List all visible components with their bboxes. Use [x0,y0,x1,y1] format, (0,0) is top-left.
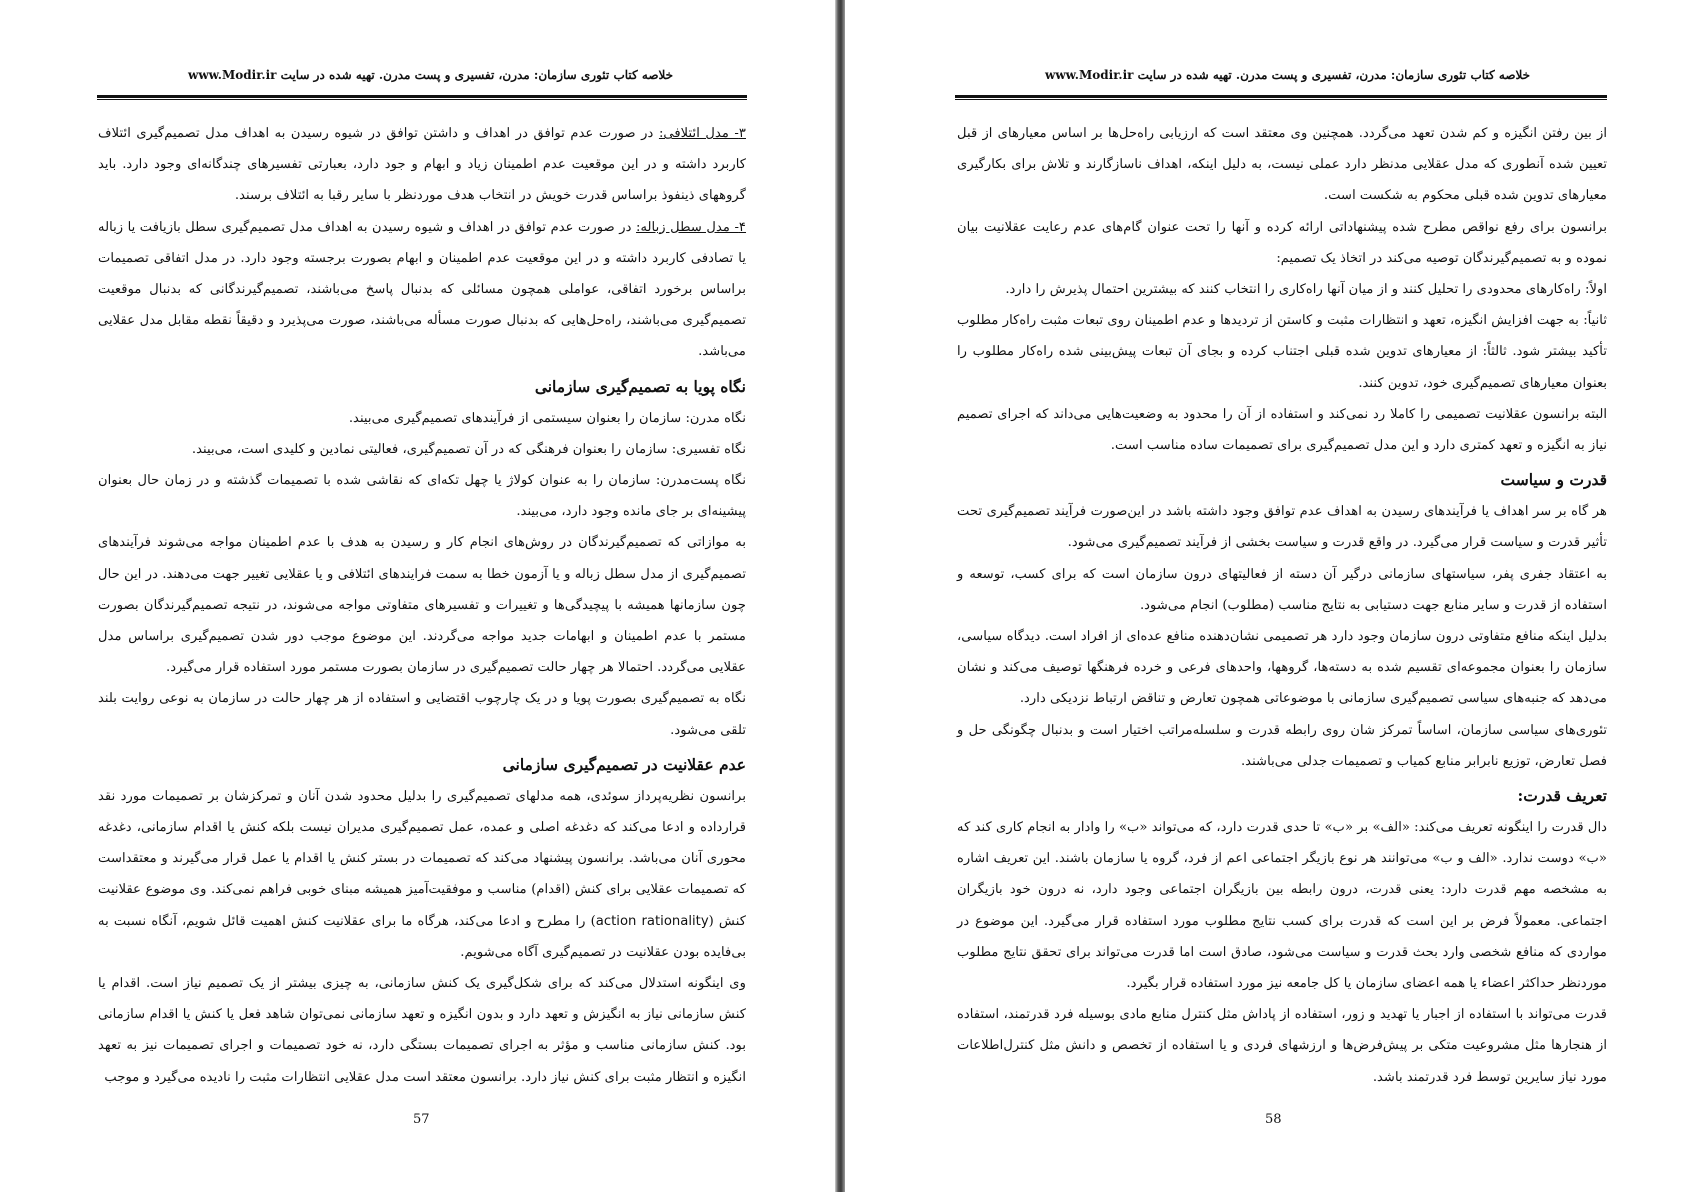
header-site-link[interactable]: www.Modir.ir [1045,68,1134,82]
page-58 [845,0,1693,1192]
paragraph: ثانیاً: به جهت افزایش انگیزه، تعهد و انتظارات مثبت و کاستن از تردیدها و عدم اطمینان روی تبعات مثبت راه‌کار مطلوب تأکید بیشتر شود. ثالثاً: از معیارهای تدوین شده قبلی اجتناب کرده و بجای آن تبعات پیش‌بینی شده راه‌کار مطلوب را بعنوان معیارهای تصمیم‌گیری خود، تدوین کنند. [957,313,1607,391]
running-header [188,68,673,82]
paragraph: ۴- مدل سطل زباله: در صورت عدم توافق در اهداف و شیوه رسیدن به اهداف مدل تصمیم‌گیری سطل بازیافت یا زباله یا تصادفی کاربرد داشته و در این موقعیت عدم اطمینان و ابهام بصورت برجسته وجود دارد. در مدل اتفاقی تصمیمات براساس برخورد اتفاقی، عواملی همچون مسائلی که بدنبال پاسخ می‌باشند، تصمیم‌گیرندگانی که بدنبال موقعیت تصمیم‌گیری می‌باشند، راه‌حل‌هایی که بدنبال صورت مسأله می‌باشند، صورت می‌پذیرد و دقیقاً نقطه مقابل مدل عقلایی می‌باشد. [98,219,747,360]
paragraph: البته برانسون عقلانیت تصمیمی را کاملا رد نمی‌کند و استفاده از آن را محدود به وضعیت‌هایی می‌داند که اجرای تصمیم نیاز به انگیزه و تعهد کمتری دارد و این مدل تصمیم‌گیری برای تصمیمات ساده مناسب است. [957,406,1607,454]
paragraph: ۳- مدل ائتلافی: در صورت عدم توافق در اهداف و داشتن توافق در شیوه رسیدن به اهداف مدل تصمیم‌گیری ائتلاف کاربرد داشته و در این موقعیت عدم اطمینان زیاد و ابهام و جود دارد، بعبارتی تفسیرهای چندگانه‌ای وجود دارد. باید گروههای ذینفوذ براساس قدرت خویش در انتخاب هدف موردنظر با سایر رقبا به ائتلاف برسند. [98,126,746,204]
running-header [1045,68,1530,82]
paragraph: قدرت می‌تواند با استفاده از اجبار یا تهدید و زور، استفاده از پاداش مثل کنترل منابع مادی بوسیله فرد قدرتمند، استفاده از هنجارها مثل مشروعیت متکی بر پیش‌فرض‌ها و ارزشهای فردی و یا استفاده از تخصص و دانش مثل کنترل‌اطلاعات مورد نیاز سایرین توسط فرد قدرتمند باشد. [957,1007,1607,1085]
header-title: خلاصه کتاب تئوری سازمان: مدرن، تفسیری و پست مدرن. تهیه شده در سایت [280,68,674,82]
book-gutter [835,0,845,1192]
term-label: ۳- مدل ائتلافی: [658,126,746,141]
paragraph: نگاه پست‌مدرن: سازمان را به عنوان کولاژ یا چهل تکه‌ای که نقاشی شده با تصمیمات گذشته و در زمان حال بعنوان پیشینه‌ای بر جای مانده وجود دارد، می‌بیند. [98,473,746,520]
paragraph: نگاه مدرن: سازمان را بعنوان سیستمی از فرآیندهای تصمیم‌گیری می‌بیند. [348,410,746,426]
section-heading: تعریف قدرت: [1517,786,1607,806]
section-heading: نگاه پویا به تصمیم‌گیری سازمانی [534,376,746,396]
header-rule [955,95,1607,100]
paragraph: برانسون برای رفع نواقص مطرح شده پیشنهاداتی ارائه کرده و آنها را تحت عنوان گام‌های عدم رعایت عقلانیت بیان نموده و به تصمیم‌گیرندگان توصیه می‌کند در اتخاذ یک تصمیم: [957,219,1607,266]
header-site-link[interactable]: www.Modir.ir [188,68,277,82]
section-heading: قدرت و سیاست [1500,470,1607,490]
header-rule [97,95,747,100]
paragraph: وی اینگونه استدلال می‌کند که برای شکل‌گیری یک کنش سازمانی، به چیزی بیشتر از یک تصمیم نیاز است. اقدام یا کنش سازمانی نیاز به انگیزش و تعهد دارد و بدون انگیزه و تعهد سازمانی نمی‌توان شاهد فعل یا کنش یا اقدام سازمانی بود. کنش سازمانی مناسب و مؤثر به اجرای تصمیمات بستگی دارد، نه خود تصمیمات و اجرای تصمیمات نیز به تعهد انگیزه و انتظار مثبت برای کنش نیاز دارد. برانسون معتقد است مدل عقلایی انتظارات مثبت را نادیده می‌گیرد و موجب [98,976,746,1085]
section-heading: عدم عقلانیت در تصمیم‌گیری سازمانی [502,754,746,774]
paragraph: نگاه به تصمیم‌گیری بصورت پویا و در یک چارچوب اقتضایی و استفاده از هر چهار حالت در سازمان به نوعی روایت بلند تلقی می‌شود. [98,691,746,738]
page-body [957,118,1607,1093]
page-number: 58 [1265,1112,1282,1127]
paragraph: نگاه تفسیری: سازمان را بعنوان فرهنگی که در آن تصمیم‌گیری، فعالیتی نمادین و کلیدی است، می‌بیند. [191,441,746,457]
paragraph: برانسون نظریه‌پرداز سوئدی، همه مدلهای تصمیم‌گیری را بدلیل محدود شدن آنان و تمرکزشان بر تصمیمات مورد نقد قرارداده و ادعا می‌کند که دغدغه اصلی و عمده، عمل تصمیم‌گیری مدیران نیست بلکه کنش یا اقدام سازمانی، دغدغه محوری آنان می‌باشد. برانسون پیشنهاد می‌کند که تصمیمات در بستر کنش یا اقدام یا عمل قرار می‌گیرند و معتقداست که تصمیمات عقلایی برای کنش (اقدام) مناسب و موفقیت‌آمیز همیشه مبنای خوبی فراهم نمی‌کند. وی موضوع عقلانیت کنش (action rationality) را مطرح و ادعا می‌کند، هرگاه ما برای عقلانیت کنش اهمیت قائل شویم، آنگاه نسبت به بی‌فایده بودن عقلانیت در تصمیم‌گیری آگاه می‌شویم. [98,788,746,960]
header-title: خلاصه کتاب تئوری سازمان: مدرن، تفسیری و پست مدرن. تهیه شده در سایت [1137,68,1531,82]
paragraph: اولاً: راه‌کارهای محدودی را تحلیل کنند و از میان آنها راه‌کاری را انتخاب کنند که بیشترین احتمال پذیرش را دارد. [1005,282,1607,298]
page-number: 57 [413,1112,430,1127]
paragraph: به اعتقاد جفری پفر، سیاستهای سازمانی درگیر آن دسته از فعالیتهای درون سازمان است که برای کسب، توسعه و استفاده از قدرت و سایر منابع جهت دستیابی به نتایج مناسب (مطلوب) انجام می‌شود. [957,566,1607,613]
paragraph: از بین رفتن انگیزه و کم شدن تعهد می‌گردد. همچنین وی معتقد است که ارزیابی راه‌حل‌ها بر اساس معیارهای از قبل تعیین شده آنطوری که مدل عقلایی مدنظر دارد عملی نیست، به دلیل اینکه، اهداف ناسازگارند و تلاش برای بکارگیری معیارهای تدوین شده قبلی محکوم به شکست است. [957,126,1607,204]
paragraph: بدلیل اینکه منافع متفاوتی درون سازمان وجود دارد هر تصمیمی نشان‌دهنده منافع عده‌ای از افراد است. دیدگاه سیاسی، سازمان را بعنوان مجموعه‌ای تقسیم شده به دسته‌ها، گروهها، واحدهای فرعی و خرده فرهنگها توصیف می‌کند و نشان می‌دهد که جنبه‌های سیاسی تصمیم‌گیری سازمانی با موضوعاتی همچون تعارض و تناقض ارتباط نزدیکی دارد. [957,629,1607,707]
page-body [98,118,746,1093]
paragraph: دال قدرت را اینگونه تعریف می‌کند: «الف» بر «ب» تا حدی قدرت دارد، که می‌تواند «ب» را وادار به انجام کاری کند که «ب» دوست ندارد. «الف و ب» می‌توانند هر نوع بازیگر اجتماعی اعم از فرد، گروه یا سازمان باشند. این تعریف اشاره به مشخصه مهم قدرت دارد: یعنی قدرت، درون رابطه بین بازیگران اجتماعی وجود دارد، نه درون خود بازیگران اجتماعی. معمولاً فرض بر این است که قدرت برای کسب نتایج مطلوب مورد استفاده قرار می‌گیرد. این موضوع در مواردی که منافع شخصی وارد بحث قدرت و سیاست می‌شود، صادق است اما قدرت می‌تواند برای تحقق نتایج مطلوب موردنظر حداکثر اعضاء یا همه اعضای سازمان یا کل جامعه نیز مورد استفاده قرار بگیرد. [957,820,1607,992]
paragraph: تئوری‌های سیاسی سازمان، اساساً تمرکز شان روی رابطه قدرت و سلسله‌مراتب اختیار است و بدنبال چگونگی حل و فصل تعارض، توزیع نابرابر منابع کمیاب و تصمیمات جدلی می‌باشند. [957,722,1607,769]
english-term: action rationality [595,913,709,929]
term-label: ۴- مدل سطل زباله: [636,219,747,235]
paragraph: به موازاتی که تصمیم‌گیرندگان در روش‌های انجام کار و رسیدن به هدف با عدم اطمینان مواجه می‌شوند فرآیندهای تصمیم‌گیری از مدل سطل زباله و یا آزمون خطا به سمت فرایندهای ائتلافی و یا عقلایی تغییر جهت می‌دهند. در این حال چون سازمانها همیشه با پیچیدگی‌ها و تغییرات و تفسیرهای متفاوتی مواجه می‌شوند، در نتیجه تصمیم‌گیرندگان بصورت مستمر با عدم اطمینان و ابهامات جدید مواجه می‌گردند. این موضوع موجب دور شدن تصمیم‌گیری براساس مدل عقلایی می‌گردد. احتمالا هر چهار حالت تصمیم‌گیری در سازمان بصورت مستمر مورد استفاده قرار می‌گیرد. [98,535,746,676]
paragraph: هر گاه بر سر اهداف یا فرآیندهای رسیدن به اهداف عدم توافق وجود داشته باشد در این‌صورت فرآیند تصمیم‌گیری تحت تأثیر قدرت و سیاست قرار می‌گیرد. در واقع قدرت و سیاست بخشی از فرآیند تصمیم‌گیری می‌شود. [957,504,1607,551]
page-57 [0,0,835,1192]
